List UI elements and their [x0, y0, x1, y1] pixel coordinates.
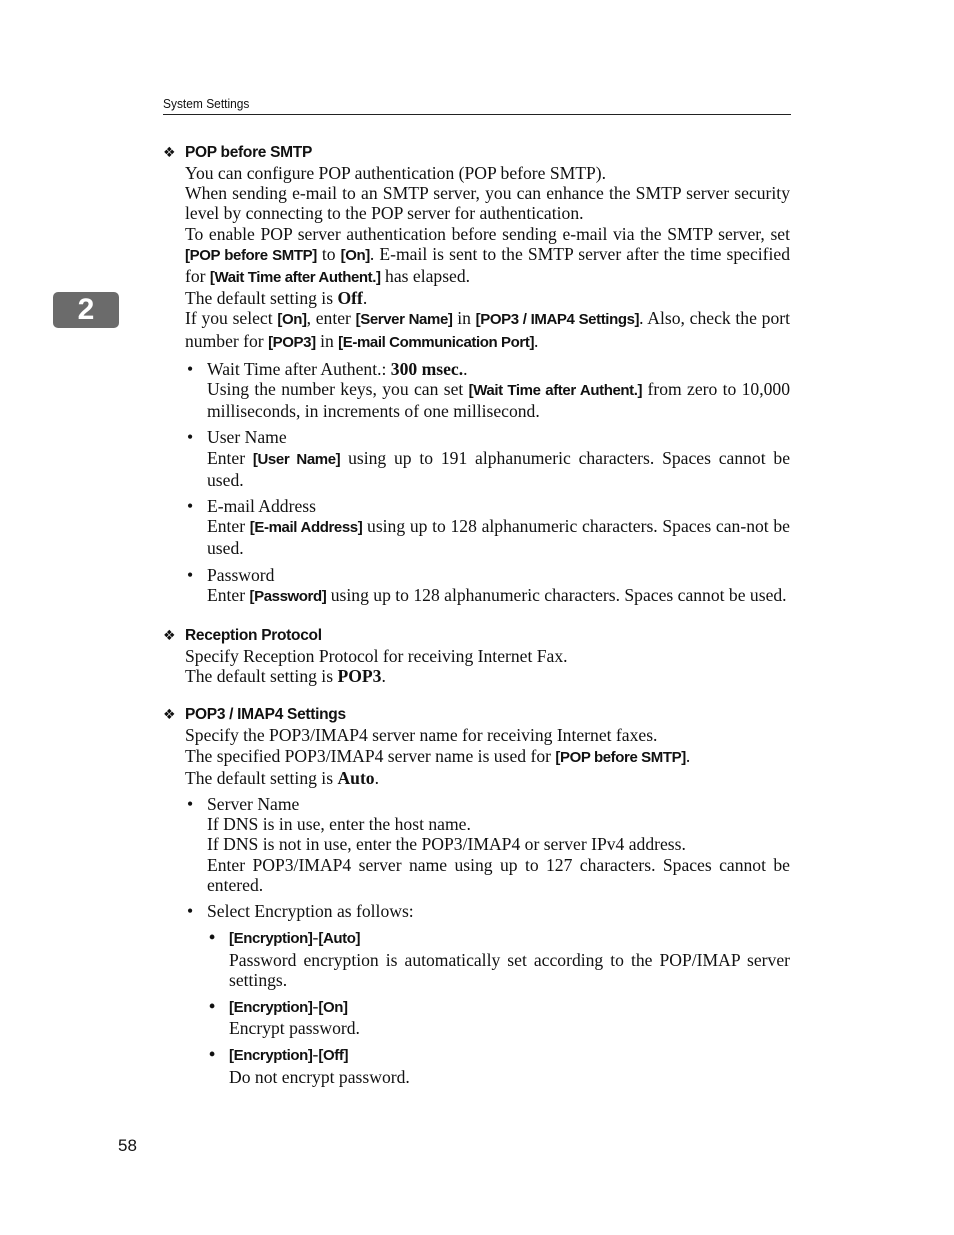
key-label: [On]: [340, 246, 370, 264]
default-value: Off: [337, 288, 363, 309]
list-item: • User Name Enter [User Name] using up to 191 alphanumeric characters. Spaces cannot be used.: [185, 427, 790, 490]
list-item: • [Encryption]-[Off] Do not encrypt password.: [207, 1044, 790, 1086]
key-label: [Wait Time after Authent.]: [209, 269, 381, 287]
paragraph: If you select [On], enter [Server Name] in [POP3 / IMAP4 Settings]. Also, check the port number for [POP3] in [E-mail Communication Port].: [185, 308, 790, 351]
diamond-bullet-icon: ❖: [163, 706, 176, 723]
paragraph: The default setting is Off.: [185, 288, 368, 309]
default-value: Auto: [337, 767, 375, 788]
section-heading: ❖ POP before SMTP: [163, 144, 312, 161]
section-body: Specify the POP3/IMAP4 server name for receiving Internet faxes. The specified POP3/IMAP4 server name is used for [POP before SMTP]. The default setting is Auto. • Server Name If DNS is in use, enter the host name. If DNS is not in use, enter the POP3/IMAP4 or server IPv4 address. Enter POP3/IMAP4 server name using up to 127 characters. Spaces cannot be entered. • Select Encryption as follows: • [Encryption]-[Auto] Password encryption is automatically set according to the POP/IMAP server settings. • [Encryption]-[On] Encrypt password. • [Encryption]-[Off] Do not encrypt password.: [185, 725, 790, 1086]
section-pop-before-smtp: [163, 142, 790, 607]
section-pop3-imap4-settings: [163, 704, 790, 1086]
chapter-tab: 2: [53, 292, 119, 328]
section-body: [185, 163, 790, 607]
default-value: POP3: [337, 666, 382, 687]
sub-bullet-list: [207, 927, 790, 1086]
list-item: • E-mail Address Enter [E-mail Address] using up to 128 alphanumeric characters. Spaces can-not be used.: [185, 496, 790, 559]
bullet-list: [185, 359, 790, 607]
key-label: [POP before SMTP]: [185, 246, 317, 264]
header-rule: [163, 114, 791, 115]
page-content: [163, 142, 790, 1105]
diamond-bullet-icon: ❖: [163, 627, 176, 644]
page-number: 58: [118, 1136, 137, 1155]
list-item: • Select Encryption as follows: • [Encryption]-[Auto] Password encryption is automatically set according to the POP/IMAP server settings. • [Encryption]-[On] Encrypt password. • [Encryption]-[Off] Do not encrypt password.: [185, 901, 790, 1087]
paragraph: You can configure POP authentication (POP before SMTP).: [185, 163, 607, 183]
diamond-bullet-icon: ❖: [163, 144, 176, 160]
list-item: • [Encryption]-[Auto] Password encryption is automatically set according to the POP/IMAP server settings.: [207, 927, 790, 990]
section-body: Specify Reception Protocol for receiving Internet Fax. The default setting is POP3.: [185, 646, 568, 687]
list-item: • [Encryption]-[On] Encrypt password.: [207, 996, 790, 1038]
section-heading: ❖ Reception Protocol: [163, 627, 322, 645]
list-item: • Password Enter [Password] using up to 128 alphanumeric characters. Spaces cannot be used.: [185, 565, 790, 607]
section-reception-protocol: [163, 625, 790, 686]
section-heading: ❖ POP3 / IMAP4 Settings: [163, 706, 346, 724]
running-head: System Settings: [163, 96, 250, 111]
bullet-list: [185, 794, 790, 1087]
paragraph: To enable POP server authentication before sending e-mail via the SMTP server, set [POP before SMTP] to [On]. E-mail is sent to the SMTP server after the time specified for [Wait Time after Authent.] has elapsed.: [185, 223, 790, 287]
paragraph: When sending e-mail to an SMTP server, you can enhance the SMTP server security level by connecting to the POP server for authentication.: [185, 183, 790, 224]
list-item: • Server Name If DNS is in use, enter the host name. If DNS is not in use, enter the POP3/IMAP4 or server IPv4 address. Enter POP3/IMAP4 server name using up to 127 characters. Spaces cannot be entered.: [185, 794, 790, 895]
list-item: • Wait Time after Authent.: 300 msec.. Using the number keys, you can set [Wait Time after Authent.] from zero to 10,000 milliseconds, in increments of one millisecond.: [185, 359, 790, 422]
